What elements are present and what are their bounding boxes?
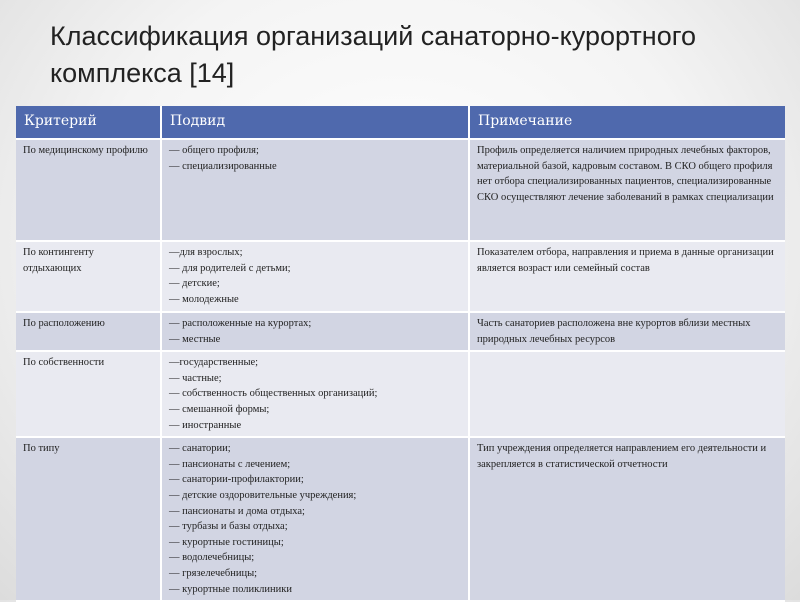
- criterion-cell: По типу: [16, 437, 161, 601]
- criterion-cell: По расположению: [16, 312, 161, 351]
- note-cell: Часть санаториев расположена вне курортов вблизи местных природных лечебных ресурсов: [469, 312, 785, 351]
- subtype-item: — частные;: [169, 372, 222, 384]
- subtype-cell: [161, 139, 469, 241]
- subtype-item: — санатории;: [169, 443, 231, 455]
- table-row: [16, 351, 785, 437]
- note-cell: Профиль определяется наличием природных лечебных факторов, материальной базой, кадровым составом. В СКО общего профиля нет отбора специализированных пациентов, специализированные СКО осуществляют лечение заболеваний в рамках специализации: [469, 139, 785, 241]
- subtype-cell: [161, 241, 469, 312]
- subtype-cell: [161, 312, 469, 351]
- header-criterion: Критерий: [16, 106, 161, 139]
- subtype-item: —государственные;: [169, 357, 259, 369]
- header-note: Примечание: [469, 106, 785, 139]
- table-header-row: [16, 106, 785, 139]
- subtype-cell: [161, 351, 469, 437]
- subtype-item: —для взрослых;: [169, 247, 243, 258]
- note-cell: Показателем отбора, направления и приема в данные организации является возраст или семейный состав: [469, 241, 785, 312]
- subtype-item: — для родителей с детьми;: [169, 262, 291, 274]
- subtype-cell: [161, 437, 469, 601]
- subtype-item: — пансионаты и дома отдыха;: [169, 505, 305, 517]
- note-cell: [469, 351, 785, 437]
- table-row: [16, 139, 785, 241]
- subtype-item: — местные: [169, 333, 221, 345]
- subtype-item: — специализированные: [169, 160, 277, 172]
- table-row: [16, 241, 785, 312]
- criterion-cell: По собственности: [16, 351, 161, 437]
- header-subtype: Подвид: [161, 106, 469, 139]
- page-title: Классификация организаций санаторно-курортного комплекса [14]: [50, 21, 696, 88]
- subtype-item: — санатории-профилактории;: [169, 474, 304, 486]
- subtype-item: — иностранные: [169, 419, 242, 431]
- criterion-cell: По контингенту отдыхающих: [16, 241, 161, 312]
- subtype-item: — детские оздоровительные учреждения;: [169, 489, 357, 501]
- subtype-item: — собственность общественных организаций;: [169, 388, 378, 400]
- note-cell: Тип учреждения определяется направлением его деятельности и закрепляется в статистической отчетности: [469, 437, 785, 601]
- subtype-item: — общего профиля;: [169, 145, 259, 156]
- table-row: [16, 312, 785, 351]
- classification-table: [16, 106, 785, 602]
- subtype-item: — курортные поликлиники: [169, 583, 292, 595]
- subtype-item: — молодежные: [169, 293, 239, 305]
- subtype-item: — расположенные на курортах;: [169, 318, 312, 329]
- subtype-item: — грязелечебницы;: [169, 567, 258, 579]
- subtype-item: — смешанной формы;: [169, 403, 270, 415]
- subtype-item: — детские;: [169, 278, 220, 290]
- subtype-item: — водолечебницы;: [169, 552, 255, 564]
- table-row: [16, 437, 785, 601]
- subtype-item: — турбазы и базы отдыха;: [169, 521, 288, 533]
- criterion-cell: По медицинскому профилю: [16, 139, 161, 241]
- subtype-item: — курортные гостиницы;: [169, 536, 284, 548]
- subtype-item: — пансионаты с лечением;: [169, 458, 291, 470]
